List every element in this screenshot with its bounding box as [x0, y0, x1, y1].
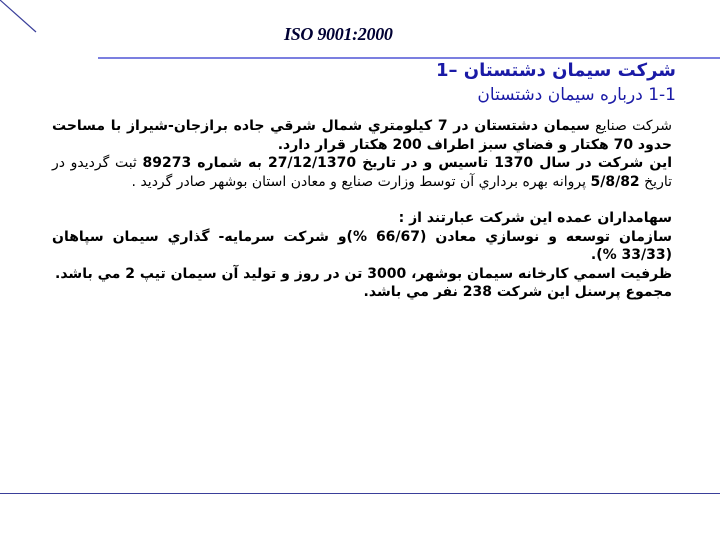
registration-paragraph — [52, 154, 672, 191]
paragraph-gap — [52, 191, 672, 209]
text-run-bold: 5/8/82 — [590, 173, 640, 190]
capacity-paragraph: ظرفيت اسمي كارخانه سيمان بوشهر، 3000 تن در روز و توليد آن سيمان تيپ 2 مي باشد. — [55, 265, 672, 282]
corner-decoration — [0, 0, 40, 34]
header-divider — [98, 57, 720, 59]
text-run: شركت صنايع — [589, 118, 672, 134]
company-location-paragraph — [52, 117, 672, 154]
slide-body — [52, 117, 672, 302]
personnel-paragraph: مجموع پرسنل اين شركت 238 نفر مي باشد. — [363, 284, 672, 300]
shareholders-intro: سهامداران عمده اين شركت عبارتند از : — [398, 210, 672, 226]
slide-title: شركت سيمان دشتستان –1 — [435, 60, 676, 81]
text-run-bold: اين شركت در سال 1370 تاسيس و در تاريخ 27/12/1370 به شماره 89273 — [142, 155, 673, 171]
text-run: ثبت گرديدو در تاريخ — [52, 155, 672, 190]
text-run: پروانه بهره برداري آن توسط وزارت صنايع و معادن استان بوشهر صادر گرديد . — [131, 173, 591, 190]
shareholders-list: سازمان توسعه و نوسازي معادن (66/67 %)و شركت سرمايه- گذاري سيمان سپاهان (33/33 %). — [52, 228, 672, 263]
slide-subtitle: 1-1 درباره سيمان دشتستان — [477, 85, 676, 105]
iso-standard-header: ISO 9001:2000 — [284, 24, 393, 44]
footer-divider — [0, 493, 720, 494]
text-run-bold: سيمان دشتستان در 7 كيلومتري شمال شرقي جاده برازجان-شيراز با مساحت حدود 70 هكتار و فضاي سبز اطراف 200 هكتار قرار دارد. — [52, 118, 672, 153]
